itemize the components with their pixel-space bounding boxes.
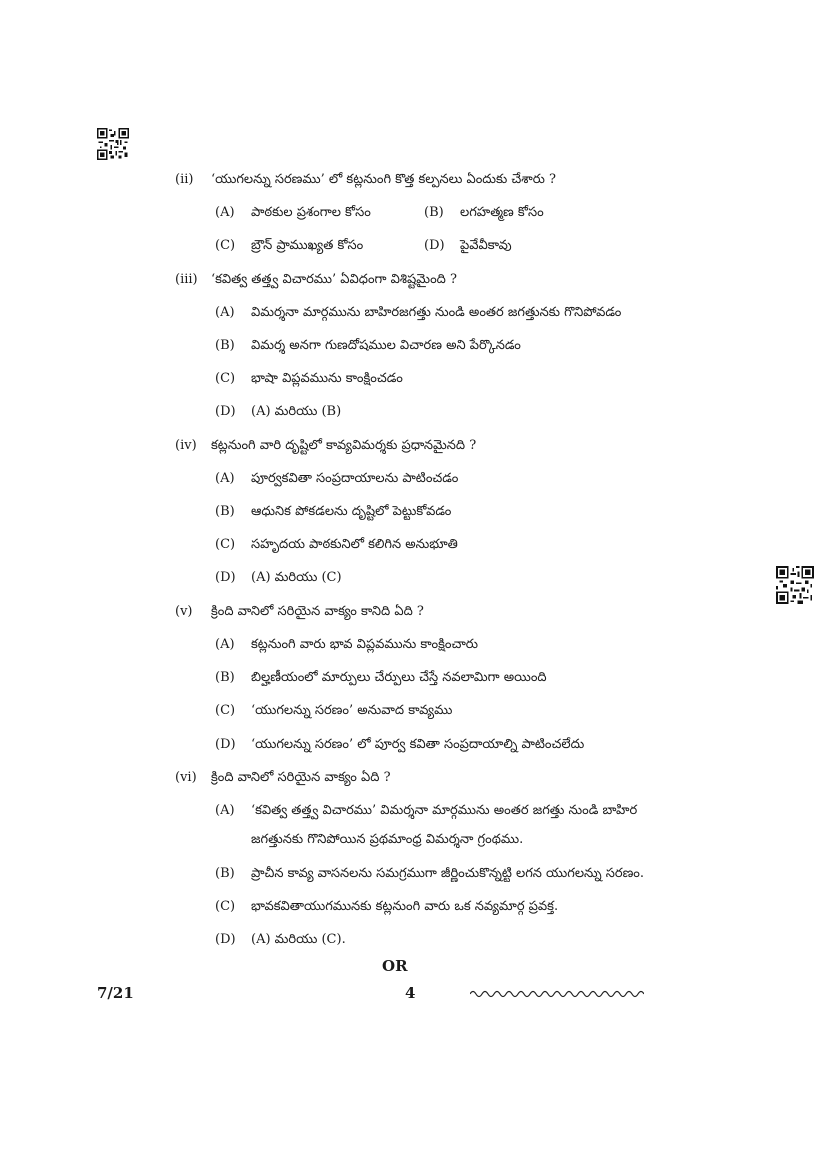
option-label: (B) [215, 504, 235, 519]
option-v-b [215, 669, 547, 687]
option-text: భావకవితాయుగమునకు కట్లనుంగి వారు ఒక నవ్యమార్గ ప్రవక్త. [251, 899, 559, 914]
option-label: (C) [215, 238, 236, 253]
option-label: (B) [424, 205, 444, 220]
option-text: సహృదయ పాఠకునిలో కలిగిన అనుభూతి [251, 537, 458, 552]
option-v-d [215, 736, 584, 754]
option-text: (A) మరియు (C) [251, 570, 342, 585]
option-iii-a [215, 304, 621, 322]
option-label: (D) [215, 404, 236, 419]
option-text: విమర్శ అనగా గుణదోషముల విచారణ అని పేర్కొనడం [251, 338, 521, 353]
option-ii-b [424, 204, 544, 222]
option-text: బిల్హణీయంలో మార్పులు చేర్పులు చేస్తే నవలామిగా అయింది [251, 670, 547, 685]
question-ii [175, 171, 556, 189]
option-vi-a-continuation: జగత్తునకు గొనిపోయిన ప్రథమాంధ్ర విమర్శనా గ్రంథము. [251, 832, 524, 847]
qr-code-side [776, 566, 814, 604]
option-text: ‘కవిత్వ తత్త్వ విచారము’ విమర్శనా మార్గమును అంతర జగత్తు నుండి బాహిర [251, 803, 638, 818]
option-v-c [215, 702, 452, 720]
option-iv-b [215, 503, 451, 521]
or-separator: OR [382, 957, 408, 975]
wavy-line-decoration [470, 988, 644, 1000]
question-number: (iv) [175, 438, 197, 453]
option-ii-d [424, 237, 512, 255]
question-text: ‘యుగలన్ను సరణము’ లో కట్లనుంగి కొత్త కల్పనలు ఏందుకు చేశారు ? [211, 172, 557, 187]
option-vi-c [215, 898, 558, 916]
question-number: (ii) [175, 172, 194, 187]
question-v [175, 603, 424, 621]
option-text: ‘యుగలన్ను సరణం’ అనువాద కావ్యము [251, 703, 453, 718]
option-v-a [215, 636, 478, 654]
page-number: 4 [405, 984, 416, 1002]
option-label: (C) [215, 899, 236, 914]
option-vi-b [215, 865, 644, 883]
option-label: (B) [215, 866, 235, 881]
question-iii [175, 271, 457, 289]
option-vi-a [215, 802, 637, 820]
option-text: పాఠకుల ప్రశంగాల కోసం [251, 205, 371, 220]
qr-code-top [97, 128, 129, 160]
option-iv-c [215, 536, 458, 554]
question-text: క్రింది వానిలో సరియైన వాక్యం ఏది ? [211, 770, 391, 785]
option-label: (D) [215, 932, 236, 947]
question-number: (vi) [175, 770, 197, 785]
option-text: కట్లనుంగి వారు భావ విప్లవమును కాంక్షించారు [251, 637, 478, 652]
option-label: (D) [215, 737, 236, 752]
question-number: (iii) [175, 272, 198, 287]
option-iv-d [215, 569, 342, 587]
option-label: (A) [215, 637, 235, 652]
option-text: ఆధునిక పోకడలను దృష్టిలో పెట్టుకోవడం [251, 504, 452, 519]
question-text: క్రింది వానిలో సరియైన వాక్యం కానిది ఏది ? [211, 604, 424, 619]
option-ii-a [215, 204, 371, 222]
option-text: (A) మరియు (C). [251, 932, 346, 947]
option-label: (C) [215, 703, 236, 718]
option-ii-c [215, 237, 363, 255]
question-text: ‘కవిత్వ తత్త్వ విచారము’ ఏవిధంగా విశిష్టమైంది ? [211, 272, 457, 287]
paper-code: 7/21 [97, 984, 134, 1002]
option-label: (D) [215, 570, 236, 585]
option-vi-d [215, 931, 346, 949]
option-iii-d [215, 403, 341, 421]
option-text: పూర్వకవితా సంప్రదాయాలను పాటించడం [251, 471, 459, 486]
option-label: (D) [424, 238, 445, 253]
option-label: (C) [215, 371, 236, 386]
option-label: (A) [215, 471, 235, 486]
question-number: (v) [175, 604, 193, 619]
option-label: (C) [215, 537, 236, 552]
option-label: (A) [215, 803, 235, 818]
option-text: లగహత్మణ కోసం [460, 205, 544, 220]
option-label: (B) [215, 670, 235, 685]
question-text: కట్లనుంగి వారి దృష్టిలో కావ్యవిమర్శకు ప్రధానమైనది ? [211, 438, 477, 453]
option-text: విమర్శనా మార్గమును బాహిరజగత్తు నుండి అంతర జగత్తునకు గొనిపోవడం [251, 305, 622, 320]
option-text: ప్రాచీన కావ్య వాసనలను సమగ్రముగా జీర్ణించుకొన్నట్టి లగన యుగలన్ను సరణం. [251, 866, 645, 881]
option-iii-b [215, 337, 521, 355]
question-vi [175, 769, 391, 787]
option-text: భాషా విప్లవమును కాంక్షించడం [251, 371, 403, 386]
option-label: (A) [215, 205, 235, 220]
option-text: (A) మరియు (B) [251, 404, 342, 419]
option-label: (A) [215, 305, 235, 320]
option-text: ‘యుగలన్ను సరణం’ లో పూర్వ కవితా సంప్రదాయాల్ని పాటించలేదు [251, 737, 585, 752]
option-label: (B) [215, 338, 235, 353]
option-text: బ్రౌన్ ప్రాముఖ్యత కోసం [251, 238, 364, 253]
question-iv [175, 437, 476, 455]
option-iv-a [215, 470, 458, 488]
option-iii-c [215, 370, 403, 388]
option-text: పైవేవీకావు [460, 238, 512, 253]
